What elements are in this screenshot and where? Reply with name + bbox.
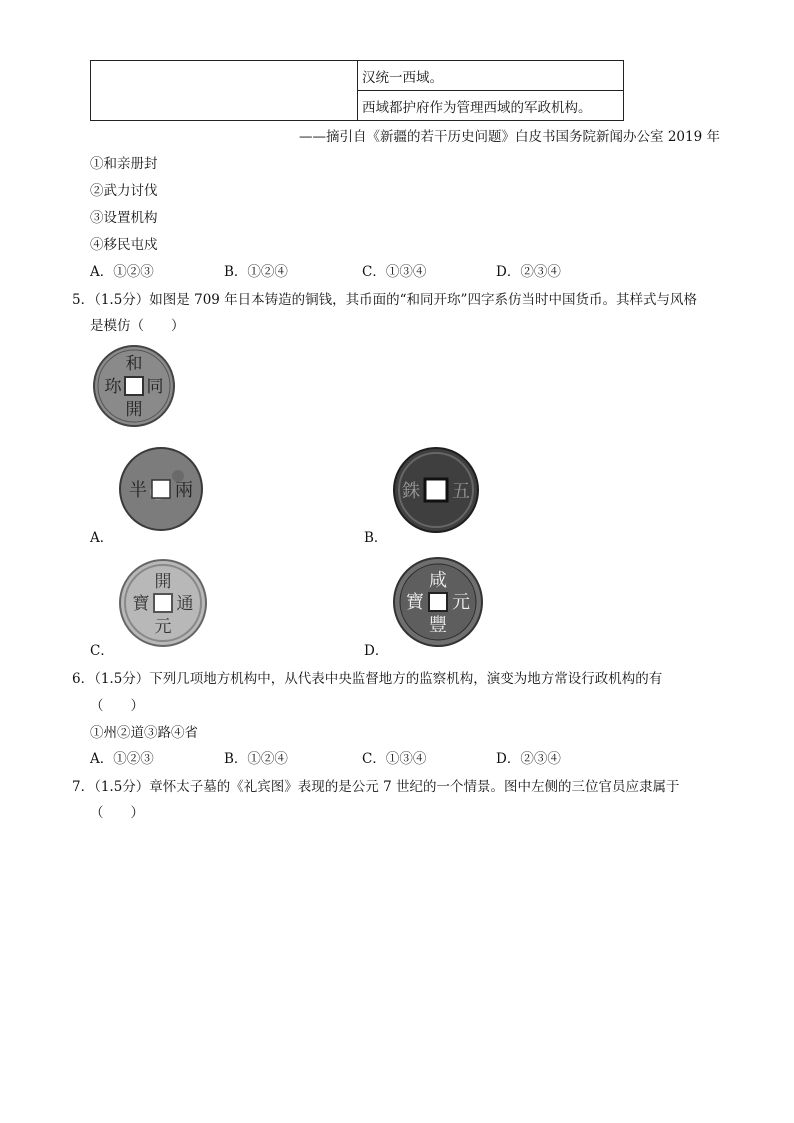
q5-option-b[interactable]: B． [364, 530, 388, 546]
q6-option-c[interactable]: C．①③④ [362, 751, 427, 767]
option-a-coin-image [118, 446, 204, 532]
option-d-coin-image [392, 556, 484, 648]
q5-option-d[interactable]: D． [364, 643, 389, 659]
source-citation: ——摘引自《新疆的若干历史问题》白皮书国务院新闻办公室 2019 年 [299, 129, 720, 145]
coin-char: 半 [129, 480, 147, 501]
q4-item-4: ④移民屯戍 [90, 237, 158, 253]
q7-stem-line2: （ ） [90, 805, 144, 821]
q4-option-c[interactable]: C．①③④ [362, 264, 427, 280]
coin-char: 開 [154, 572, 172, 592]
q4-item-3: ③设置机构 [90, 210, 158, 226]
coin-char: 元 [154, 617, 172, 637]
coin-char: 五 [452, 481, 470, 502]
table-cell-left [91, 61, 358, 121]
q6-option-d[interactable]: D．②③④ [496, 751, 561, 767]
coin-char: 珎 [104, 377, 122, 397]
q6-stem-line2: （ ） [90, 698, 144, 714]
table-row [91, 61, 624, 91]
coin-char: 通 [176, 594, 194, 614]
q7-stem-line1: 7．（1.5分）章怀太子墓的《礼宾图》表现的是公元 7 世纪的一个情景。图中左侧的三位官员应隶属于 [72, 779, 680, 795]
table-cell: 西域都护府作为管理西域的军政机构。 [358, 91, 624, 121]
q6-stem-line1: 6．（1.5分）下列几项地方机构中，从代表中央监督地方的监察机构，演变为地方常设行政机构的有 [72, 671, 663, 687]
coin-char: 寶 [132, 594, 150, 614]
q5-stem-line1: 5．（1.5分）如图是 709 年日本铸造的铜钱，其币面的“和同开珎”四字系仿当时中国货币。其样式与风格 [72, 292, 697, 308]
q6-items: ①州②道③路④省 [90, 725, 198, 741]
coin-char: 銖 [402, 481, 420, 502]
q4-option-a[interactable]: A．①②③ [90, 264, 154, 280]
option-b-coin-image [392, 446, 480, 534]
coin-char: 寶 [406, 592, 424, 613]
coin-char: 和 [125, 354, 143, 374]
q5-stem-line2: 是模仿（ ） [90, 318, 185, 334]
coin-char: 兩 [175, 480, 193, 501]
history-table [90, 60, 624, 121]
q5-option-a[interactable]: A． [90, 530, 114, 546]
table-cell: 汉统一西域。 [358, 61, 624, 91]
q4-item-2: ②武力讨伐 [90, 183, 158, 199]
option-c-coin-image [118, 558, 208, 648]
q6-option-b[interactable]: B．①②④ [224, 751, 288, 767]
q4-option-d[interactable]: D．②③④ [496, 264, 561, 280]
q4-item-1: ①和亲册封 [90, 156, 158, 172]
wadokaichin-coin-image [92, 344, 176, 428]
coin-char: 豐 [429, 615, 447, 636]
q4-option-b[interactable]: B．①②④ [224, 264, 288, 280]
coin-char: 元 [452, 592, 470, 613]
coin-char: 咸 [429, 570, 447, 591]
q5-option-c[interactable]: C． [90, 643, 114, 659]
q6-option-a[interactable]: A．①②③ [90, 751, 154, 767]
coin-char: 同 [146, 377, 164, 397]
coin-char: 開 [125, 400, 143, 420]
